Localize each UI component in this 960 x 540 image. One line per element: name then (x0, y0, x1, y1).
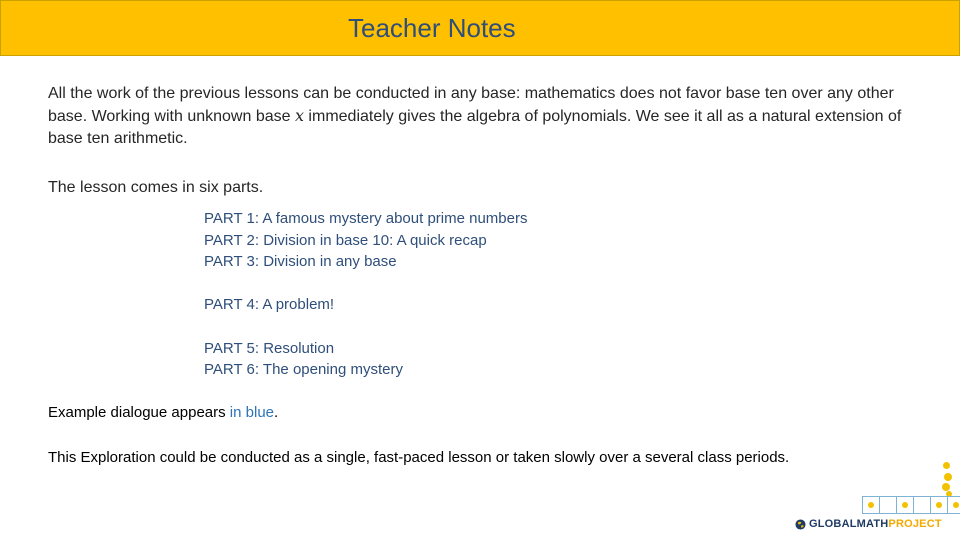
dialogue-note (48, 404, 278, 421)
logo-cell (914, 497, 931, 513)
logo-dot-icon (902, 502, 908, 508)
intro-text-1: All the work of the previous lessons can be conducted in any base: mathematics does not favor base ten over any other base. Working with unknown base (48, 85, 894, 125)
brand-text-project: PROJECT (888, 518, 942, 530)
brand-logo (795, 518, 942, 530)
logo-cell (880, 497, 897, 513)
part-item-3: PART 3: Division in any base (204, 253, 397, 271)
logo-cell (931, 497, 948, 513)
intro-variable: x (294, 106, 304, 125)
logo-dot-icon (943, 462, 950, 469)
logo-cell (948, 497, 960, 513)
part-spacer (204, 273, 527, 295)
part-item-6: PART 6: The opening mystery (204, 361, 403, 379)
parts-list (204, 208, 527, 381)
logo-dot-icon (936, 502, 942, 508)
part-item-1: PART 1: A famous mystery about prime numbers (204, 210, 528, 227)
logo-grid (862, 496, 960, 514)
pacing-note: This Exploration could be conducted as a single, fast-paced lesson or taken slowly over a several class periods. (48, 449, 790, 466)
part-spacer (204, 316, 527, 338)
logo-cell (863, 497, 880, 513)
title-banner (0, 0, 960, 56)
brand-text-global: GLOBALMATH (809, 518, 889, 530)
lesson-lead: The lesson comes in six parts. (48, 179, 264, 196)
logo-dot-icon (953, 502, 959, 508)
intro-paragraph (48, 83, 908, 150)
page-title: Teacher Notes (348, 13, 516, 43)
dialogue-note-blue: in blue (229, 404, 274, 421)
logo-dot-icon (944, 473, 952, 481)
intro-text-2: immediately gives the algebra of polynomials. We see it all as a natural extension of base ten arithmetic. (48, 108, 902, 147)
dialogue-note-prefix: Example dialogue appears (48, 404, 230, 421)
logo-cell (897, 497, 914, 513)
part-item-4: PART 4: A problem! (204, 296, 335, 314)
globe-icon (795, 519, 806, 530)
part-item-2: PART 2: Division in base 10: A quick recap (204, 231, 487, 249)
logo-dot-icon (942, 483, 950, 491)
logo-dot-icon (868, 502, 874, 508)
part-item-5: PART 5: Resolution (204, 339, 335, 357)
dialogue-note-suffix: . (274, 404, 279, 421)
